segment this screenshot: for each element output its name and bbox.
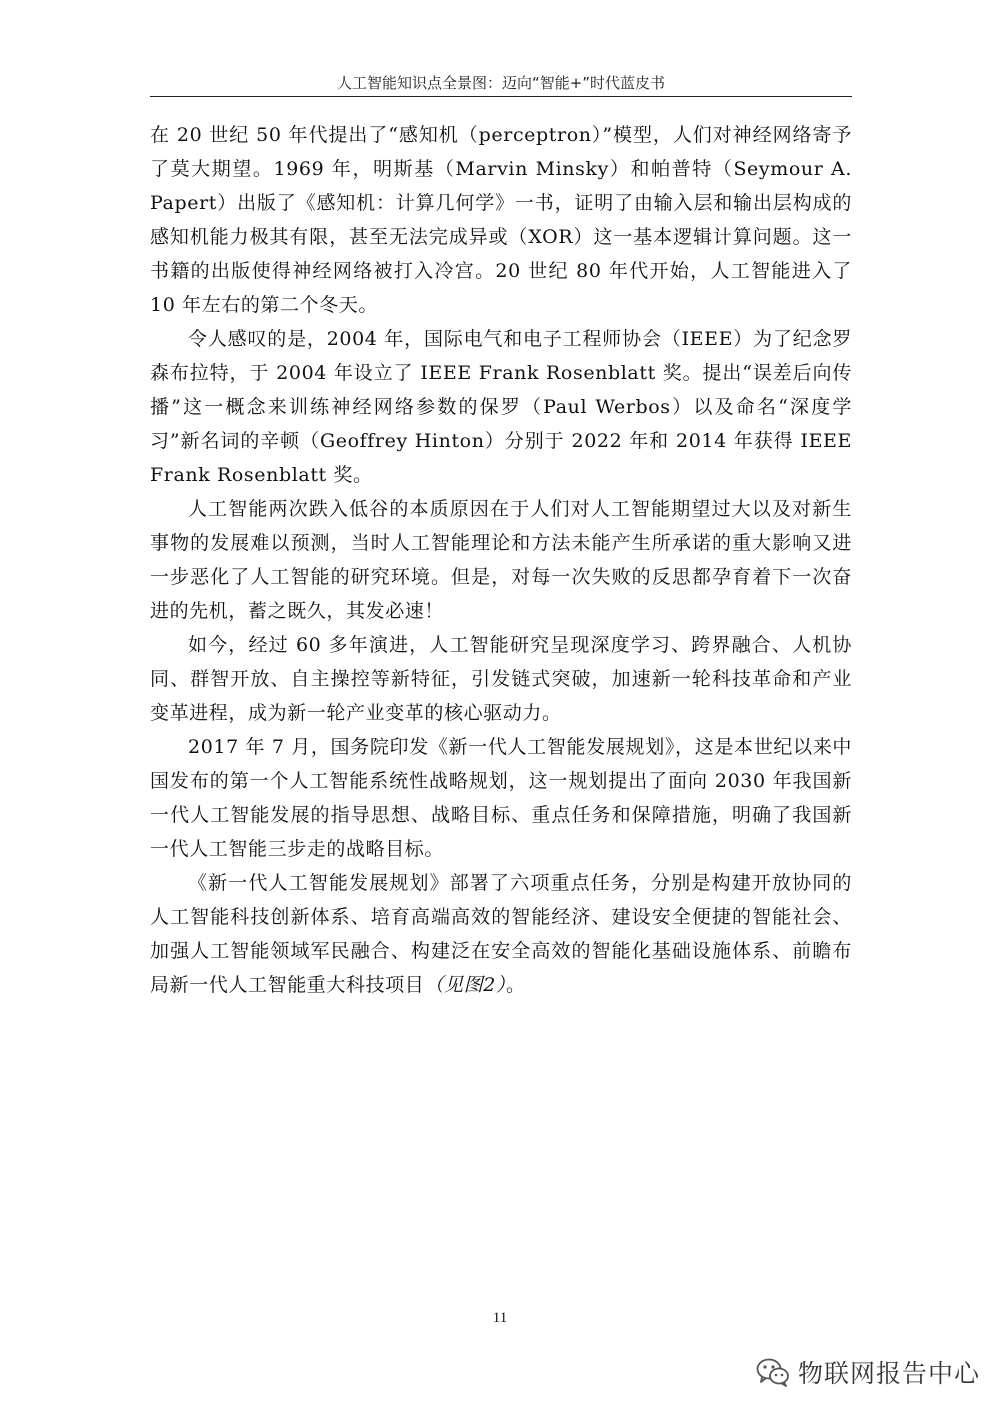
wechat-icon [756,1357,790,1387]
paragraph [150,866,852,1002]
paragraph-text: 《新一代人工智能发展规划》部署了六项重点任务，分别是构建开放协同的人工智能科技创新体系、培育高端高效的智能经济、建设安全便捷的智能社会、加强人工智能领域军民融合、构建泛在安全高效的智能化基础设施体系、前瞻布局新一代人工智能重大科技项目 [150,872,852,996]
body-text [150,118,852,1002]
paragraph: 人工智能两次跌入低谷的本质原因在于人们对人工智能期望过大以及对新生事物的发展难以预测，当时人工智能理论和方法未能产生所承诺的重大影响又进一步恶化了人工智能的研究环境。但是，对每一次失败的反思都孕育着下一次奋进的先机，蓄之既久，其发必速！ [150,498,852,622]
watermark [756,1352,980,1392]
paragraph: 2017 年 7 月，国务院印发《新一代人工智能发展规划》，这是本世纪以来中国发布的第一个人工智能系统性战略规划，这一规划提出了面向 2030 年我国新一代人工智能发展的指导思想、战略目标、重点任务和保障措施，明确了我国新一代人工智能三步走的战略目标。 [150,736,852,860]
running-header: 人工智能知识点全景图：迈向“智能+”时代蓝皮书 [336,74,666,92]
page-number: 11 [492,1310,508,1326]
watermark-text: 物联网报告中心 [798,1359,981,1388]
paragraph: 令人感叹的是，2004 年，国际电气和电子工程师协会（IEEE）为了纪念罗森布拉特，于 2004 年设立了 IEEE Frank Rosenblatt 奖。提出“误差后向传播”这一概念来训练神经网络参数的保罗（Paul Werbos）以及命名“深度学习”新名词的辛顿（Geoffrey Hinton）分别于 2022 年和 2014 年获得 IEEE Frank Rosenblatt 奖。 [150,328,852,486]
paragraph-end: 。 [506,974,526,996]
figure-reference: （见图2） [424,974,506,996]
paragraph: 如今，经过 60 多年演进，人工智能研究呈现深度学习、跨界融合、人机协同、群智开放、自主操控等新特征，引发链式突破，加速新一轮科技革命和产业变革进程，成为新一轮产业变革的核心驱动力。 [150,634,852,724]
header-divider [150,96,852,97]
paragraph: 在 20 世纪 50 年代提出了“感知机（perceptron）”模型，人们对神经网络寄予了莫大期望。1969 年，明斯基（Marvin Minsky）和帕普特（Seymour A. Papert）出版了《感知机：计算几何学》一书，证明了由输入层和输出层构成的感知机能力极其有限，甚至无法完成异或（XOR）这一基本逻辑计算问题。这一书籍的出版使得神经网络被打入冷宫。20 世纪 80 年代开始，人工智能进入了 10 年左右的第二个冬天。 [150,124,852,316]
